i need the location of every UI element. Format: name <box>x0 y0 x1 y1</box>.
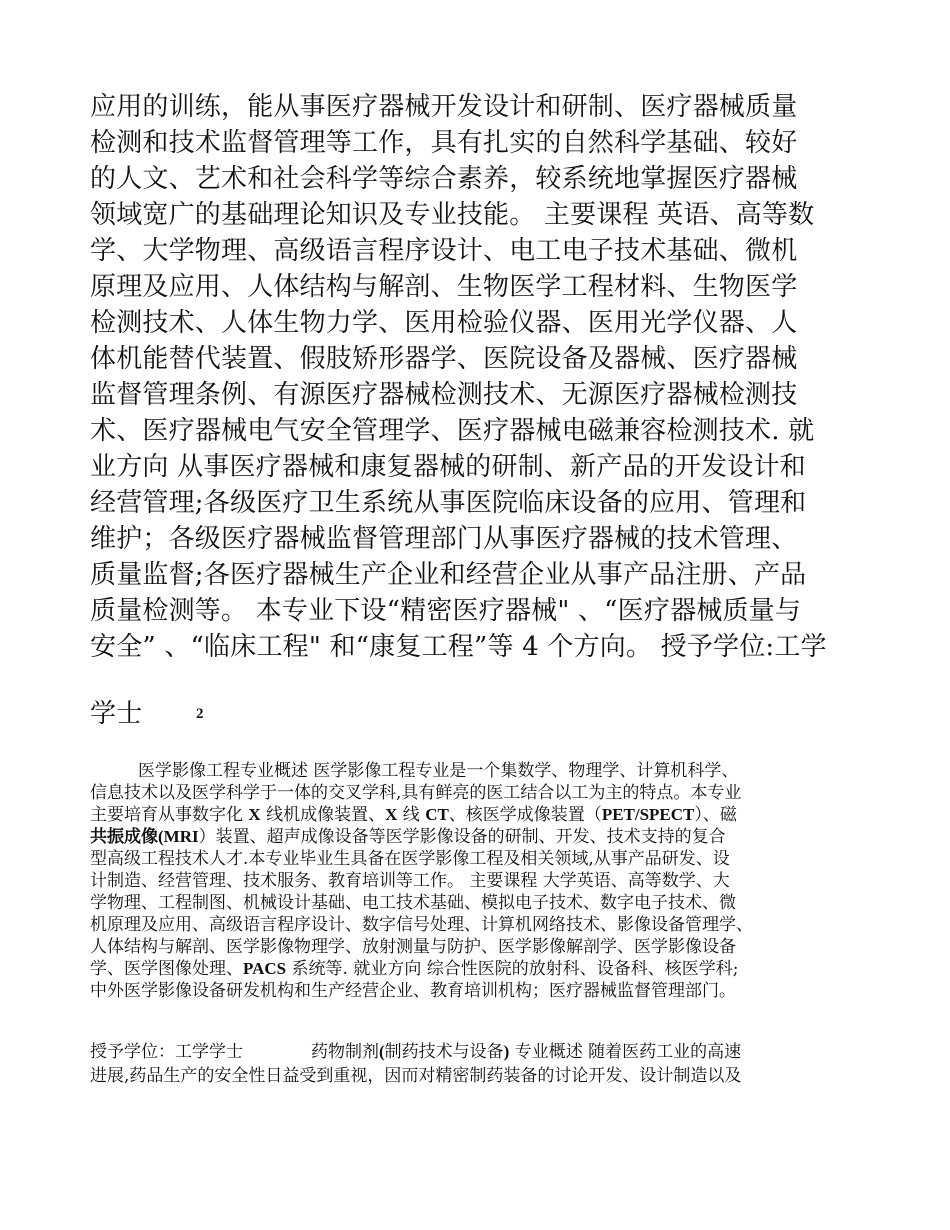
paragraph-line: 计制造、经营管理、技术服务、教育培训等工作。 主要课程 大学英语、高等数学、大 <box>90 871 730 891</box>
paragraph-line <box>90 1041 880 1063</box>
paragraph-line: 人体结构与解剖、医学影像物理学、放射测量与防护、医学影像解剖学、医学影像设备 <box>90 937 736 957</box>
paragraph-line: 领域宽广的基础理论知识及专业技能。 主要课程 英语、高等数 <box>90 200 815 230</box>
paragraph-line: 应用的训练，能从事医疗器械开发设计和研制、医疗器械质量 <box>90 92 798 122</box>
paragraph-line: 安全” 、“临床工程" 和“康复工程”等 4 个方向。 授予学位:工学 <box>90 632 827 662</box>
paragraph-line: 学、大学物理、高级语言程序设计、电工电子技术基础、微机 <box>90 236 798 266</box>
paragraph-line: 质量检测等。 本专业下设“精密医疗器械" 、“医疗器械质量与 <box>90 596 802 626</box>
text-run: 、核医学成像装置（ <box>448 805 602 825</box>
paragraph-line: 学物理、工程制图、机械设计基础、电工技术基础、模拟电子技术、数字电子技术、微 <box>90 893 736 913</box>
text-run: 制药技术与设备 <box>384 1042 504 1062</box>
paragraph-line: 的人文、艺术和社会科学等综合素养，较系统地掌握医疗器械 <box>90 164 798 194</box>
text-run: 线 <box>397 805 426 825</box>
text-run-bold: X <box>385 805 398 824</box>
paragraph-line: 监督管理条例、有源医疗器械检测技术、无源医疗器械检测技 <box>90 380 798 410</box>
text-run: 主要培育从事数字化 <box>90 805 249 825</box>
text-run: 系统等. 就业方向 综合性医院的放射科、设备科、核医学科; <box>286 959 739 979</box>
text-run: ）装置、超声成像设备等医学影像设备的研制、开发、技术支持的复合 <box>198 827 726 847</box>
text-run: 授予学位：工学学士 <box>90 1042 243 1062</box>
paragraph-line <box>90 804 880 826</box>
paragraph-line: 机原理及应用、高级语言程序设计、数字信号处理、计算机网络技术、影像设备管理学、 <box>90 915 753 935</box>
paragraph-line: 原理及应用、人体结构与解剖、生物医学工程材料、生物医学 <box>90 272 798 302</box>
paragraph-line: 体机能替代装置、假肢矫形器学、医院设备及器械、医疗器械 <box>90 344 798 374</box>
paragraph-line: 信息技术以及医学科学于一体的交叉学科,具有鲜亮的医工结合以工为主的特点。本专业 <box>90 783 742 803</box>
paragraph-line: 质量监督;各医疗器械生产企业和经营企业从事产品注册、产品 <box>90 560 807 590</box>
paragraph-line: 学士 <box>90 699 143 729</box>
text-run-bold: 共振成像( <box>90 827 164 846</box>
text-run-bold: MRI <box>163 827 199 846</box>
paragraph-line <box>90 958 880 980</box>
paragraph-line <box>90 826 880 848</box>
paragraph-line: 型高级工程技术人才.本专业毕业生具备在医学影像工程及相关领域,从事产品研发、设 <box>90 849 730 869</box>
text-run-bold: ( <box>379 1042 385 1061</box>
text-run-bold: PET/SPECT <box>601 805 695 824</box>
text-run: 学、医学图像处理、 <box>90 959 243 979</box>
text-run: 线机成像装置、 <box>260 805 386 825</box>
text-run: 专业概述 随着医药工业的高速 <box>509 1042 742 1062</box>
paragraph-line: 中外医学影像设备研发机构和生产经营企业、教育培训机构；医疗器械监督管理部门。 <box>90 981 736 1001</box>
text-run: ）、磁 <box>694 805 737 825</box>
text-run-bold: PACS <box>243 959 287 978</box>
paragraph-line: 业方向 从事医疗器械和康复器械的研制、新产品的开发设计和 <box>90 452 806 482</box>
page-number: 2 <box>196 706 204 722</box>
paragraph-line: 进展,药品生产的安全性日益受到重视，因而对精密制药装备的讨论开发、设计制造以及 <box>90 1066 742 1086</box>
text-run-bold: CT <box>425 805 449 824</box>
text-run-bold: X <box>248 805 261 824</box>
paragraph-line: 检测技术、人体生物力学、医用检验仪器、医用光学仪器、人 <box>90 308 798 338</box>
text-run: 药物制剂 <box>311 1042 379 1062</box>
paragraph-line: 检测和技术监督管理等工作，具有扎实的自然科学基础、较好 <box>90 128 798 158</box>
text-run-bold: ) <box>503 1042 510 1061</box>
paragraph-line: 医学影像工程专业概述 医学影像工程专业是一个集数学、物理学、计算机科学、 <box>138 761 739 781</box>
paragraph-line: 维护；各级医疗器械监督管理部门从事医疗器械的技术管理、 <box>90 524 798 554</box>
paragraph-line: 术、医疗器械电气安全管理学、医疗器械电磁兼容检测技术. 就 <box>90 416 815 446</box>
paragraph-line: 经营管理;各级医疗卫生系统从事医院临床设备的应用、管理和 <box>90 488 807 518</box>
